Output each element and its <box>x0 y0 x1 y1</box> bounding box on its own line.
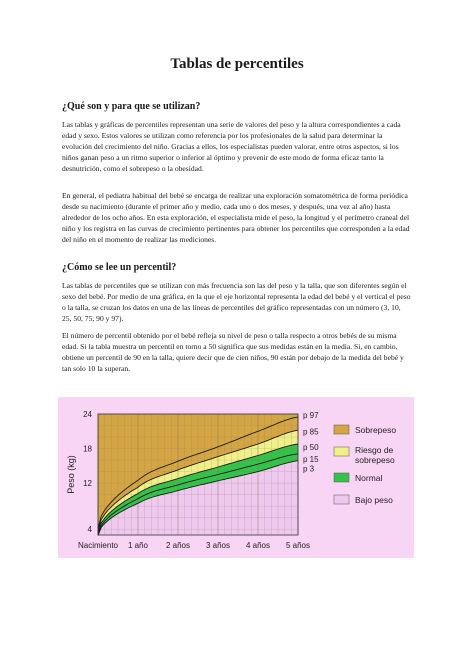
y-tick-label: 4 <box>87 525 92 535</box>
paragraph-exploration: En general, el pediatra habitual del bebé se encarga de realizar una exploración somatométrica de forma periódica desde su nacimiento (durante el primer año y medio, cada uno o dos meses, y después, una vez al año) hasta alrededor de los ocho años. En esta exploración, el especialista mide el peso, la longitud y el perímetro craneal del niño y los registra en las curvas de crecimiento pertinentes para obtener los percentiles que corresponden a la edad del niño en el momento de realizar las mediciones. <box>62 191 410 244</box>
y-tick-label: 18 <box>83 444 92 454</box>
y-tick-label: 12 <box>83 479 92 489</box>
paragraph-intro: Las tablas y gráficas de percentiles representan una serie de valores del peso y la altura correspondientes a cada edad y sexo. Estos valores se utilizan como referencia por los profesionales de la salud para determinar la evolución del crecimiento del niño. Gracias a ellos, los especialistas pueden valorar, entre otros aspectos, si los niños ganan peso a un ritmo superior o inferior al óptimo y prevenir de este modo de forma eficaz tanto la desnutrición, como el sobrepeso o la obesidad. <box>62 120 401 173</box>
percentile-label: p 15 <box>303 454 319 464</box>
legend-swatch <box>334 447 349 456</box>
page-title: Tablas de percentiles <box>170 56 304 72</box>
legend-swatch <box>334 425 349 434</box>
x-tick-label: 5 años <box>285 541 311 550</box>
paragraph-meaning: El número de percentil obtenido por el bebé refleja su nivel de peso o talla respecto a otros bebés de su misma edad. Si la tabla muestra un percentil en torno a 50 significa que sus medidas están en la media. Si, en cambio, obtiene un percentil de 90 en la talla, quiere decir que de cien niños, 90 están por debajo de la medida del bebé y tan solo 10 la superan. <box>62 331 404 373</box>
x-tick-label: 3 años <box>205 541 231 550</box>
percentile-label: p 85 <box>303 427 319 437</box>
legend-label: Normal <box>355 473 383 483</box>
y-tick-label: 24 <box>83 410 92 419</box>
paragraph-tables: Las tablas de percentiles que se utilizan con más frecuencia son las del peso y la talla, que son diferentes según el sexo del bebé. Por medio de una gráfica, en la que el eje horizontal representa la edad del bebé y el vertical el peso o la talla, se cruzan los datos en una de las líneas de percentiles del gráfico representadas con un número (3, 10, 25, 50, 75, 90 y 97). <box>62 281 411 323</box>
legend-label: Bajo peso <box>355 495 393 505</box>
percentile-label: p 3 <box>303 464 315 474</box>
legend-label: Riesgo de <box>355 445 394 455</box>
x-tick-label: 2 años <box>165 541 191 550</box>
x-tick-label: Nacimiento <box>77 541 119 550</box>
section-heading-uses: ¿Qué son y para que se utilizan? <box>62 101 201 112</box>
x-tick-label: 4 años <box>245 541 271 550</box>
section-heading-reading: ¿Cómo se lee un percentil? <box>62 262 177 273</box>
percentile-chart <box>58 397 414 558</box>
x-tick-label: 1 año <box>127 541 149 550</box>
percentile-chart-svg <box>58 397 414 558</box>
percentile-label: p 97 <box>303 411 319 421</box>
legend-swatch <box>334 495 349 504</box>
legend-swatch <box>334 473 349 482</box>
y-axis-label: Peso (kg) <box>66 455 76 494</box>
legend-label-cont: sobrepeso <box>355 455 395 465</box>
legend-label: Sobrepeso <box>355 425 397 435</box>
percentile-label: p 50 <box>303 442 319 452</box>
